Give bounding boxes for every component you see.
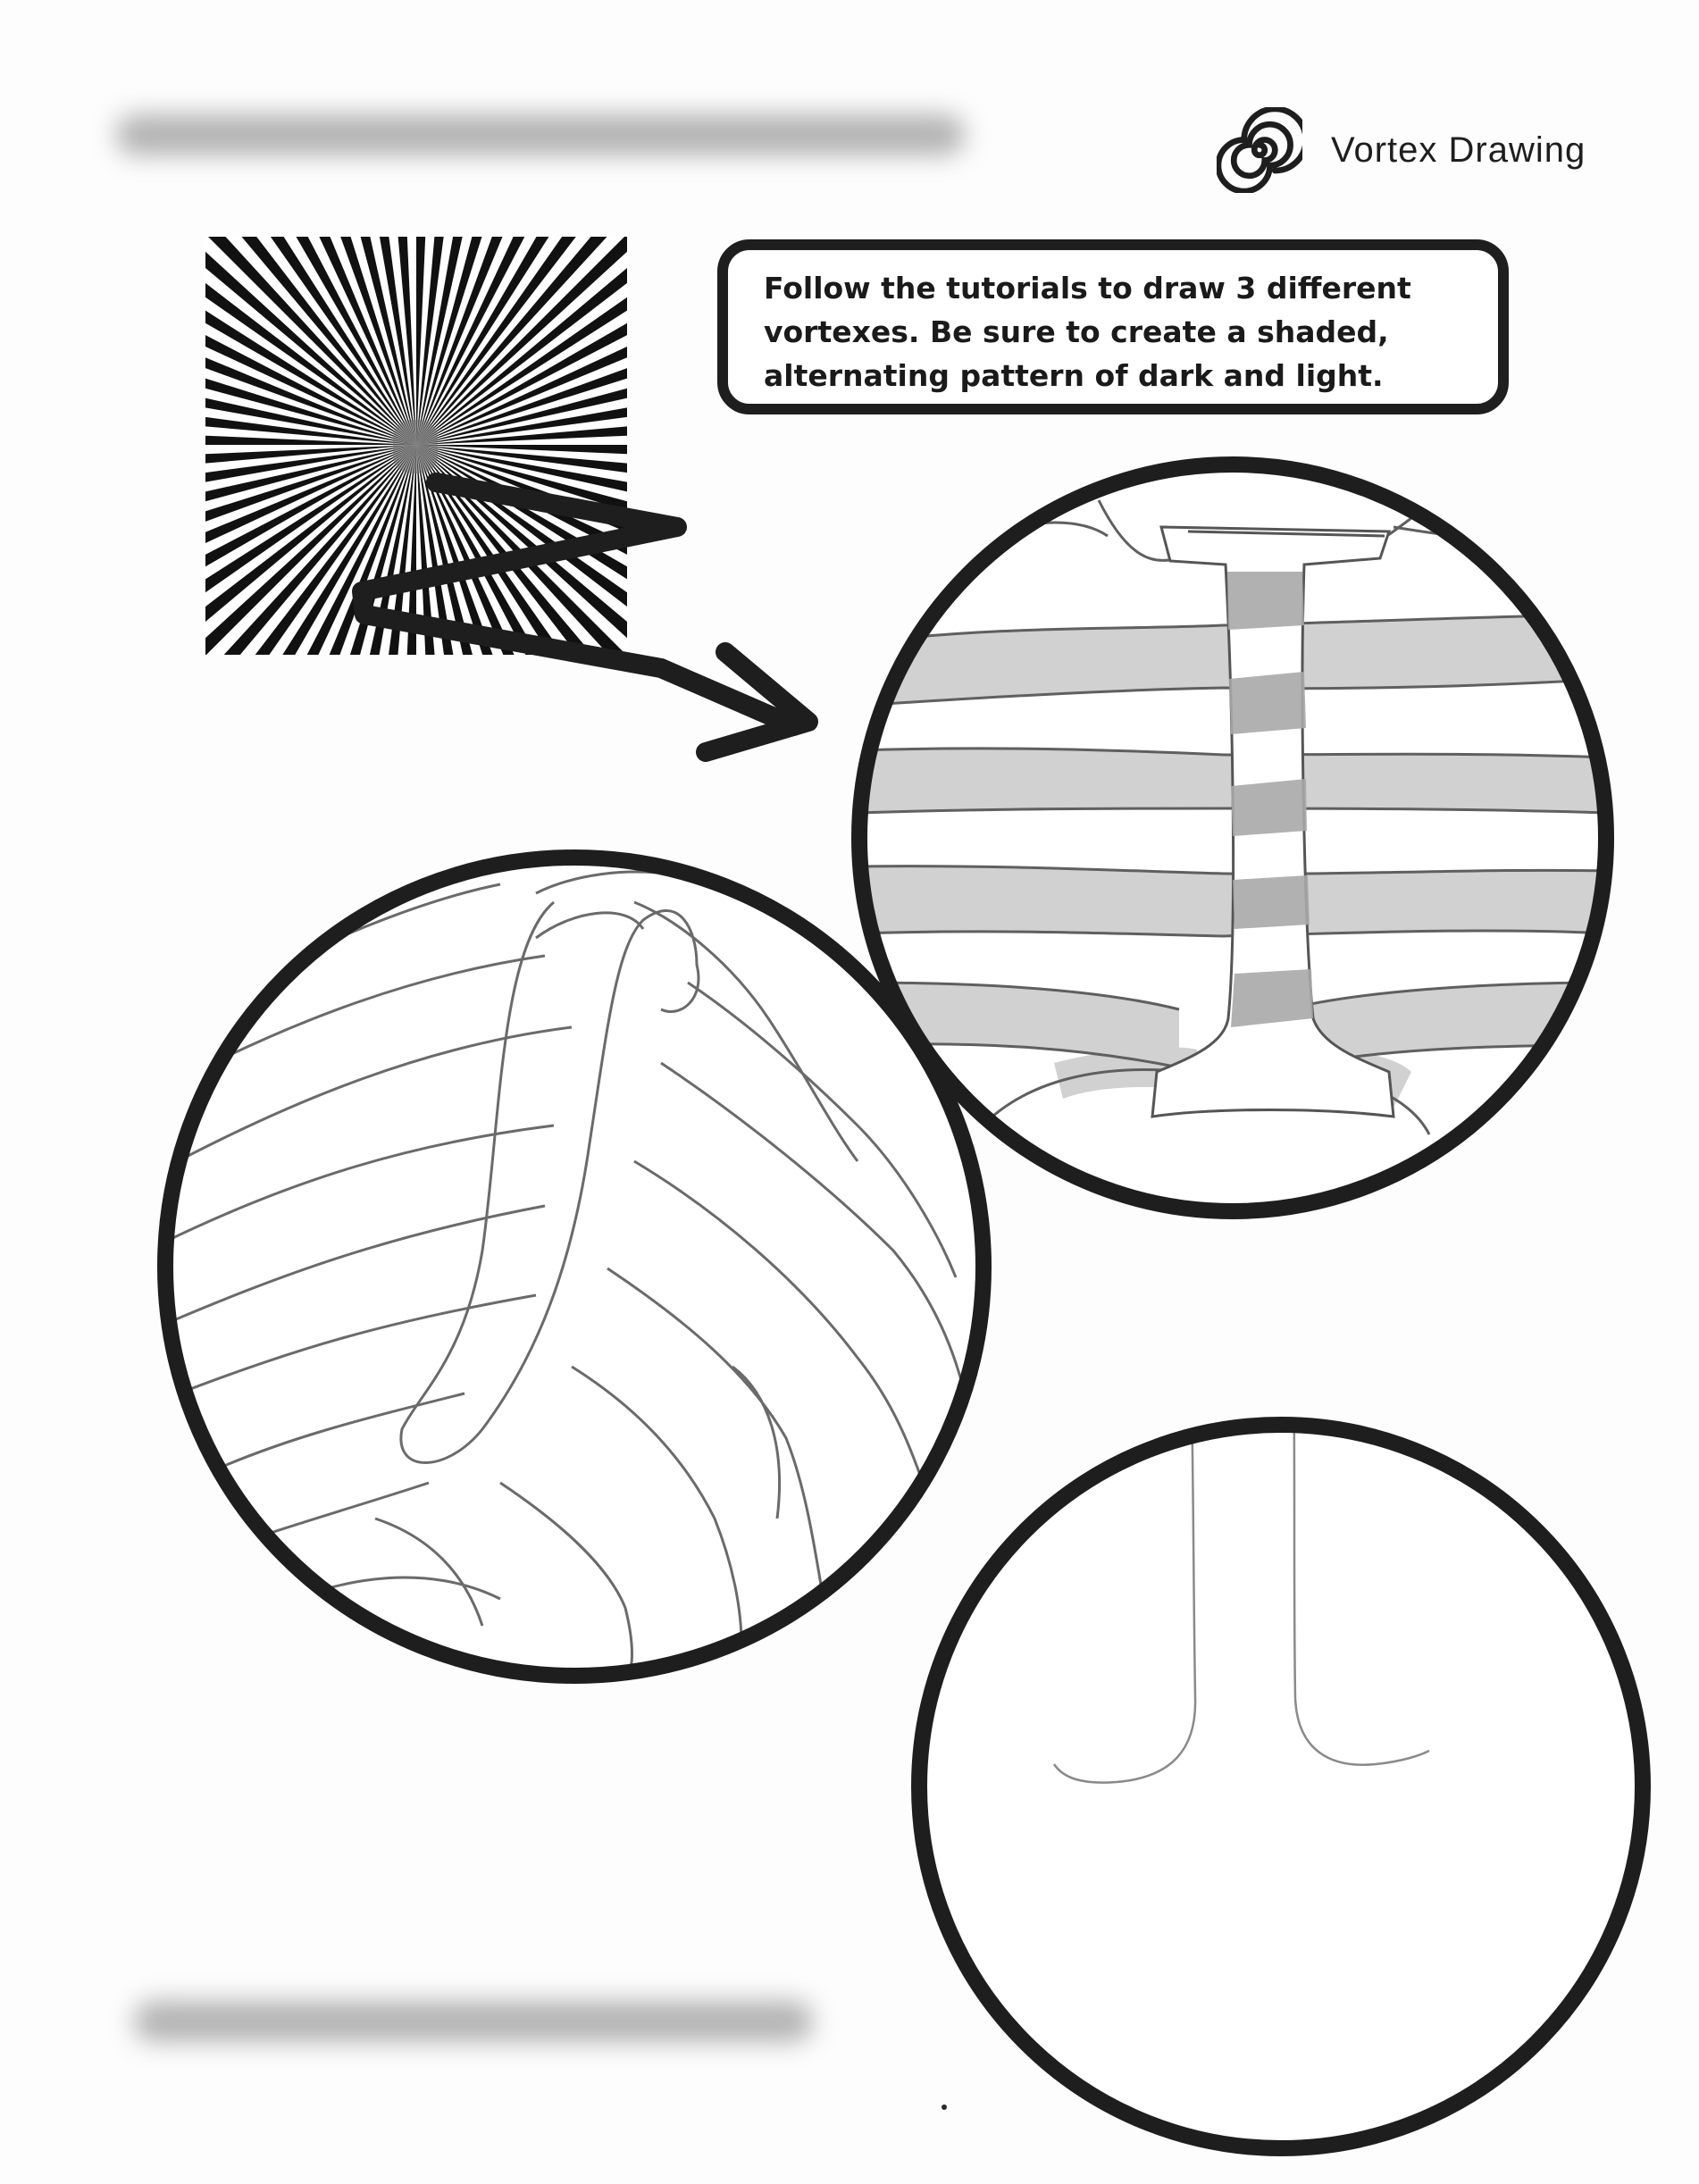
instructions-text: Follow the tutorials to draw 3 different vortexes. Be sure to create a shaded, alternating pattern of dark and light. (764, 271, 1411, 393)
vortex-drawing-frame-3 (919, 1344, 1643, 2148)
paper-speck (942, 2105, 947, 2110)
vortex-drawing-frame-2 (161, 858, 983, 1679)
starburst-example-image (41, 70, 791, 820)
bottom-redacted-text (134, 2001, 813, 2042)
brand-label: Vortex Drawing (1331, 130, 1586, 170)
vortex-drawing-frame-1 (849, 456, 1617, 1224)
